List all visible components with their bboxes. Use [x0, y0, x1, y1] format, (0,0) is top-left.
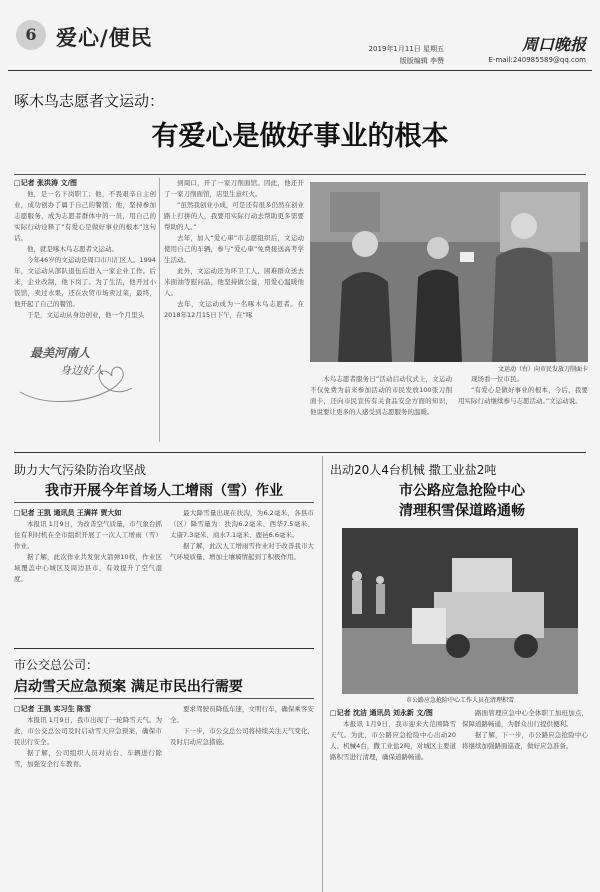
- story2-kicker: 助力大气污染防治攻坚战: [14, 463, 147, 477]
- story1-column-2: [164, 178, 304, 442]
- page-header: [8, 16, 594, 66]
- story3-photo-caption: 市公路应急抢险中心工作人员在清理积雪: [405, 697, 514, 704]
- story1-headline: 有爱心是做好事业的根本: [151, 121, 449, 152]
- emblem-line-1: 最美河南人: [30, 346, 91, 360]
- story2-bottom-divider: [14, 648, 314, 649]
- story1-col1-p1: 他，是一名下岗职工；他，不畏艰辛自主创业，成功创办了属于自己的餐馆；他，坚持参加志愿服务，成为志愿者群体中的一员，用自己的实际行动诠释了“有爱心是做好事业的根本”这句话。: [14, 190, 156, 242]
- photo-illustration: [310, 182, 588, 362]
- story1-col2-p4: 此外，文运动还为环卫工人、困难群众送去米面油等慰问品，他坚持做公益，用爱心温暖他人。: [164, 267, 304, 297]
- story3-column-1: [330, 708, 456, 892]
- page-number: 6: [16, 20, 46, 50]
- story4-byline: □记者 王凯 实习生 陈雪: [14, 705, 91, 713]
- story1-col1-p4: 于是，文运动从身边创业，他一个月里头: [27, 311, 144, 319]
- newspaper-logo: 周口晚报: [521, 35, 586, 54]
- story1-col2-p5: 去年，文运动成为一名啄木鸟志愿者。在2018年12月15日下午，在“啄: [164, 300, 304, 319]
- story3-col1-p1: 本报讯 1月9日，我市迎来大范围降雪天气。为此，市公路应急抢险中心出动20人、机械4台，撒工业盐2吨，对城区主要道路积雪进行清理，确保道路畅通。: [330, 720, 456, 761]
- story1-photo-caption: 文运动（右）向市民发放刀削面卡: [497, 366, 588, 373]
- story1-col4-p1: 现场看一位市民。: [471, 375, 523, 383]
- story1-col3-p1: 木鸟志愿者服务日”活动启动仪式上，文运动不仅免费为前来参加活动的市民发放100张刀削面卡，还向市民宣传有关食品安全方面的知识，他说要让更多的人感受到志愿服务的温暖。: [310, 375, 452, 416]
- story1-col2-p3: 去年，加入“爱心車”市志愿组织后，文运动使用自己的车辆，参与“爱心車”免费接送高考学生活动。: [164, 234, 304, 264]
- story1-top-divider: [14, 174, 586, 175]
- story3-kicker: 出动20人4台机械 撒工业盐2吨: [330, 463, 497, 477]
- story1-byline: □记者 张洪涛 文/图: [14, 179, 78, 187]
- story2-byline: □记者 王凯 通讯员 王满祥 贾大如: [14, 509, 122, 517]
- story4-divider: [14, 698, 314, 699]
- story4-kicker: 市公交总公司：: [14, 658, 99, 672]
- story1-bottom-divider: [14, 452, 586, 453]
- section-title: 爱心/便民: [56, 25, 153, 50]
- story2-column-2: [170, 508, 314, 644]
- story3-photo: [342, 528, 578, 694]
- story1-column-3: [310, 374, 452, 444]
- story1-col1-p3: 今年46岁的文运动是周口市川汇区人。1994年，文运动从部队退伍后进入一家企业工作。后来，企业改制，他下岗了。为了生活，他开过小饭馆，卖过水果，还在农贸市场卖过菜，最终，他开起了自己的餐馆。: [14, 256, 156, 308]
- story2-col1-p2: 据了解，此次作业共发射火箭弹10枚，作业区域覆盖中心城区及周边县市，有效提升了空气湿度。: [14, 553, 162, 583]
- page-editor: 版版编辑 李赞: [399, 57, 444, 65]
- emblem-line-2: 身边好人: [60, 364, 104, 377]
- good-people-emblem: [14, 336, 154, 408]
- story2-headline: 我市开展今年首场人工增雨（雪）作业: [45, 483, 283, 499]
- story1-col1-p2: 他，就是啄木鸟志愿者文运动。: [27, 245, 118, 253]
- story3-byline: □记者 沈洁 通讯员 刘永新 文/图: [330, 709, 433, 717]
- story3-headline-line2: 清理积雪保道路通畅: [399, 503, 525, 519]
- story4-column-2: [170, 704, 314, 892]
- story3-col2-p2: 据了解，下一步，市公路应急抢险中心将继续加强路面巡查，做好应急准备。: [462, 731, 588, 750]
- story4-col1-p2: 据了解，公司组织人员对站台、车辆进行除雪，加强安全行车教育。: [14, 749, 162, 768]
- issue-date: 2019年1月11日 星期五: [368, 45, 444, 53]
- column-rule: [159, 178, 160, 442]
- story3-headline-line1: 市公路应急抢险中心: [399, 483, 525, 499]
- story1-column-1: [14, 178, 156, 338]
- story3-column-2: [462, 708, 588, 892]
- story2-col2-p2: 据了解，此次人工增雨雪作业对于改善我市大气环境质量、增加土壤墒情起到了积极作用。: [170, 542, 314, 561]
- story3-col2-p1: 路面管理应急中心全体职工加班加点，保障道路畅通，为群众出行提供便利。: [462, 709, 588, 728]
- story4-col2-p2: 下一步，市公交总公司将持续关注天气变化，及时启动应急措施。: [170, 727, 314, 746]
- story1-photo: [310, 182, 588, 362]
- story2-column-1: [14, 508, 162, 644]
- story1-column-4: [458, 374, 588, 444]
- story1-col4-p2: “有爱心是做好事业的根本，今后，我要用实际行动继续参与志愿活动。”文运动说。: [458, 386, 588, 405]
- story1-col2-p2: “虽然我创业小成，可是还有很多仍然在创业路上打拼的人，我要用实际行动去帮助更多需要帮助的人。”: [164, 201, 304, 231]
- story4-col1-p1: 本报讯 1月9日，我市出现了一轮降雪天气。为此，市公交总公司及时启动雪天应急预案，确保市民出行安全。: [14, 716, 162, 746]
- story1-col2-p1: 到周口，开了一家刀削面馆。因此，他还开了一家刀削面馆，店里生意红火。: [164, 179, 304, 198]
- story4-column-1: [14, 704, 162, 892]
- story2-col2-p1: 最大降雪量出现在扶沟，为6.2毫米，各县市（区）降雪量为：扶沟6.2毫米、西华7.5毫米、太康7.3毫米、商水7.1毫米、鹿邑6.6毫米。: [170, 509, 314, 539]
- story4-headline: 启动雪天应急预案 满足市民出行需要: [14, 679, 243, 695]
- story1-kicker: 啄木鸟志愿者文运动：: [14, 92, 165, 110]
- snow-clearing-illustration: [342, 528, 578, 694]
- story4-col2-p1: 要求驾驶员降低车速，文明行车，确保乘客安全。: [170, 705, 314, 724]
- header-divider: [8, 70, 592, 71]
- story2-col1-p1: 本报讯 1月9日，为改善空气质量，市气象台抓住有利时机在全市组织开展了一次人工增雨（雪）作业。: [14, 520, 162, 550]
- vertical-divider: [322, 456, 323, 892]
- contact-email: E-mail:240985589@qq.com: [488, 56, 586, 64]
- story2-divider: [14, 502, 314, 503]
